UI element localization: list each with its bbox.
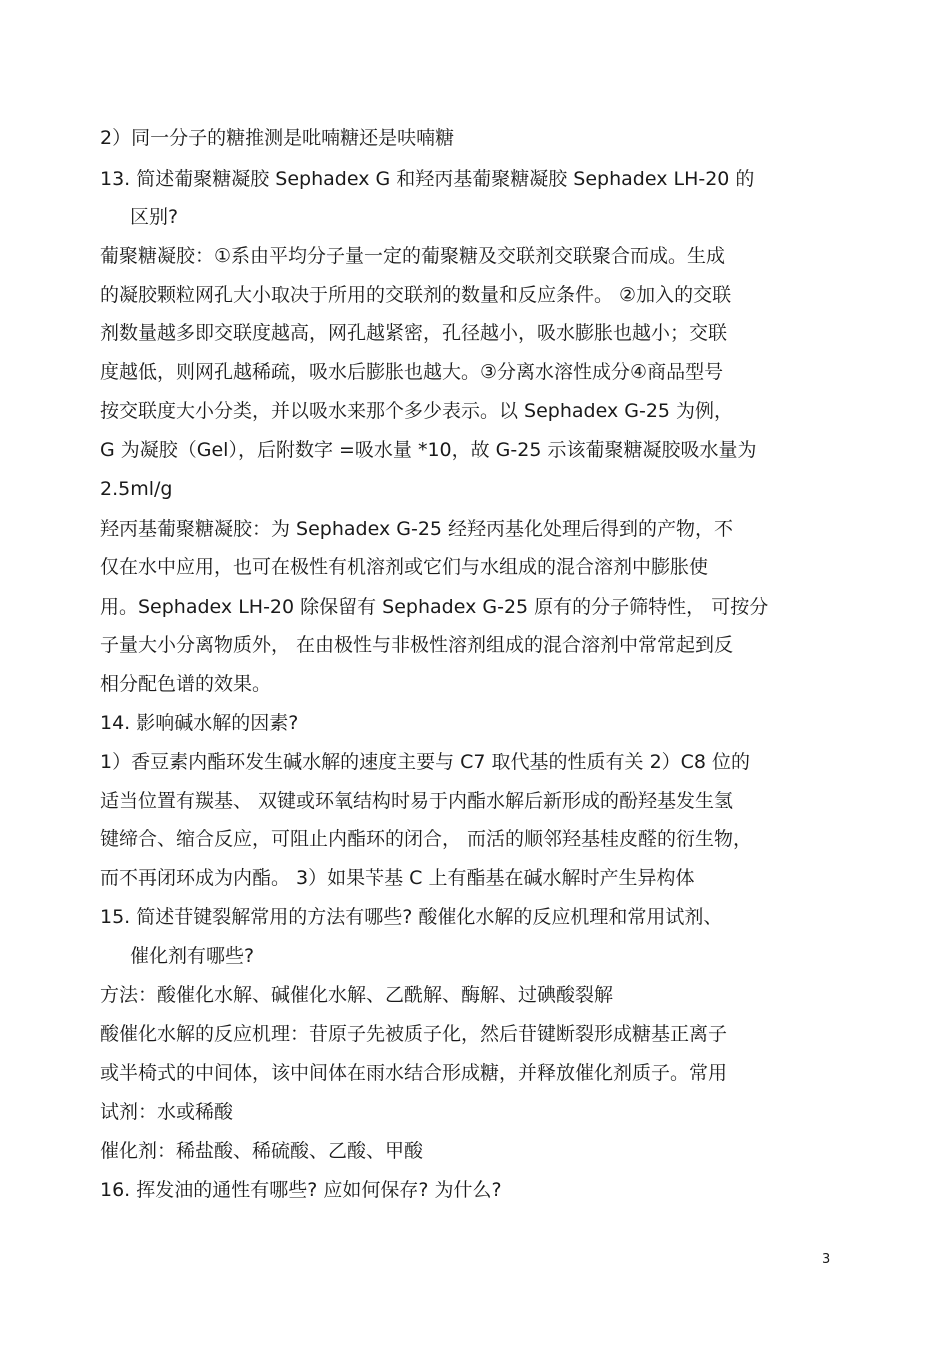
text-line: 而不再闭环成为内酯。 3）如果苄基 C 上有酯基在碱水解时产生异构体 [100,867,695,889]
text-line: 2.5ml/g [100,478,173,500]
text-line: 按交联度大小分类，并以吸水来那个多少表示。以 Sephadex G-25 为例， [100,400,734,422]
question-15-heading: 15. 简述苷键裂解常用的方法有哪些? 酸催化水解的反应机理和常用试剂、 [100,906,723,928]
text-line: 1）香豆素内酯环发生碱水解的速度主要与 C7 取代基的性质有关 2）C8 位的 [100,751,751,773]
text-line: 仅在水中应用，也可在极性有机溶剂或它们与水组成的混合溶剂中膨胀使 [100,556,709,578]
text-line: 相分配色谱的效果。 [100,673,272,695]
text-line: 葡聚糖凝胶：①系由平均分子量一定的葡聚糖及交联剂交联聚合而成。生成 [100,245,726,267]
text-line: 或半椅式的中间体，该中间体在雨水结合形成糖，并释放催化剂质子。常用 [100,1062,728,1084]
text-line: G 为凝胶（Gel），后附数字 =吸水量 *10，故 G-25 示该葡聚糖凝胶吸水量为 [100,439,757,461]
question-16-heading: 16. 挥发油的通性有哪些? 应如何保存? 为什么? [100,1179,502,1201]
text-line: 试剂：水或稀酸 [100,1101,234,1123]
text-line: 的凝胶颗粒网孔大小取决于所用的交联剂的数量和反应条件。 ②加入的交联 [100,284,732,306]
text-line: 2）同一分子的糖推测是吡喃糖还是呋喃糖 [100,127,455,149]
text-line: 度越低，则网孔越稀疏，吸水后膨胀也越大。③分离水溶性成分④商品型号 [100,361,724,383]
question-13-heading: 13. 简述葡聚糖凝胶 Sephadex G 和羟丙基葡聚糖凝胶 Sephadex LH-20 的 [100,168,755,190]
text-line: 酸催化水解的反应机理：苷原子先被质子化，然后苷键断裂形成糖基正离子 [100,1023,728,1045]
question-15-heading-cont: 催化剂有哪些? [130,945,255,967]
page-number: 3 [822,1252,831,1267]
text-line: 羟丙基葡聚糖凝胶：为 Sephadex G-25 经羟丙基化处理后得到的产物，不 [100,518,734,540]
text-line: 适当位置有羰基、 双键或环氧结构时易于内酯水解后新形成的酚羟基发生氢 [100,790,734,812]
question-13-heading-cont: 区别? [130,206,179,228]
question-14-heading: 14. 影响碱水解的因素? [100,712,299,734]
text-line: 催化剂：稀盐酸、稀硫酸、乙酸、甲酸 [100,1140,424,1162]
text-line: 方法：酸催化水解、碱催化水解、乙酰解、酶解、过碘酸裂解 [100,984,614,1006]
text-line: 剂数量越多即交联度越高，网孔越紧密，孔径越小，吸水膨胀也越小；交联 [100,322,728,344]
text-line: 键缔合、缩合反应，可阻止内酯环的闭合， 而活的顺邻羟基桂皮醛的衍生物， [100,828,753,850]
text-line: 子量大小分离物质外， 在由极性与非极性溶剂组成的混合溶剂中常常起到反 [100,634,734,656]
text-line: 用。Sephadex LH-20 除保留有 Sephadex G-25 原有的分子筛特性， 可按分 [100,596,769,618]
